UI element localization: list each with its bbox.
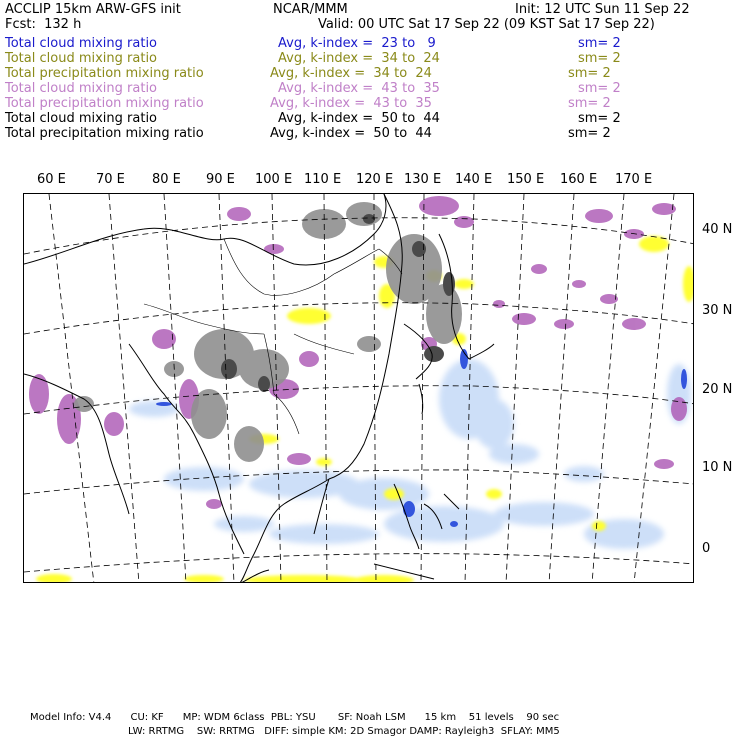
lon-label-140e: 140 E bbox=[455, 172, 493, 187]
lon-label-120e: 120 E bbox=[356, 172, 394, 187]
valid-time: Valid: 00 UTC Sat 17 Sep 22 (09 KST Sat 17 Sep 22) bbox=[318, 17, 655, 32]
lat-label-10n: 10 N bbox=[702, 460, 733, 475]
field-name-1: Total cloud mixing ratio bbox=[5, 36, 158, 51]
lon-label-80e: 80 E bbox=[152, 172, 181, 187]
forecast-hour: Fcst: 132 h bbox=[5, 17, 82, 32]
model-info-line2: LW: RRTMG SW: RRTMG DIFF: simple KM: 2D Smagor DAMP: Rayleigh3 SFLAY: MM5 bbox=[128, 726, 560, 737]
field-avg-1: Avg, k-index = 23 to 9 bbox=[278, 36, 436, 51]
model-title: ACCLIP 15km ARW-GFS init bbox=[5, 2, 181, 17]
field-sm-2: sm= 2 bbox=[578, 51, 621, 66]
lon-label-90e: 90 E bbox=[206, 172, 235, 187]
field-name-7: Total precipitation mixing ratio bbox=[5, 126, 204, 141]
field-name-3: Total precipitation mixing ratio bbox=[5, 66, 204, 81]
field-sm-5: sm= 2 bbox=[568, 96, 611, 111]
org-label: NCAR/MMM bbox=[273, 2, 348, 17]
lon-label-150e: 150 E bbox=[507, 172, 545, 187]
map-canvas bbox=[24, 194, 694, 583]
lat-label-0: 0 bbox=[702, 541, 711, 556]
field-sm-7: sm= 2 bbox=[568, 126, 611, 141]
purple-cloud-field bbox=[29, 196, 687, 509]
field-name-5: Total precipitation mixing ratio bbox=[5, 96, 204, 111]
weather-map bbox=[23, 193, 694, 583]
field-name-2: Total cloud mixing ratio bbox=[5, 51, 158, 66]
lon-label-100e: 100 E bbox=[255, 172, 293, 187]
model-info-line1: Model Info: V4.4 CU: KF MP: WDM 6class PBL: YSU SF: Noah LSM 15 km 51 levels 90 sec bbox=[30, 712, 560, 723]
lon-label-60e: 60 E bbox=[37, 172, 66, 187]
lat-label-40n: 40 N bbox=[702, 222, 733, 237]
lat-label-20n: 20 N bbox=[702, 382, 733, 397]
lon-label-110e: 110 E bbox=[304, 172, 342, 187]
field-avg-4: Avg, k-index = 43 to 35 bbox=[278, 81, 440, 96]
field-sm-1: sm= 2 bbox=[578, 36, 621, 51]
field-avg-6: Avg, k-index = 50 to 44 bbox=[278, 111, 440, 126]
field-avg-2: Avg, k-index = 34 to 24 bbox=[278, 51, 440, 66]
init-time: Init: 12 UTC Sun 11 Sep 22 bbox=[515, 2, 690, 17]
lon-label-130e: 130 E bbox=[404, 172, 442, 187]
field-sm-4: sm= 2 bbox=[578, 81, 621, 96]
field-name-6: Total cloud mixing ratio bbox=[5, 111, 158, 126]
field-sm-3: sm= 2 bbox=[568, 66, 611, 81]
lat-label-30n: 30 N bbox=[702, 303, 733, 318]
gray-cloud-field bbox=[74, 202, 462, 462]
field-avg-7: Avg, k-index = 50 to 44 bbox=[270, 126, 432, 141]
field-sm-6: sm= 2 bbox=[578, 111, 621, 126]
lon-label-160e: 160 E bbox=[560, 172, 598, 187]
light-blue-field bbox=[129, 359, 691, 549]
field-avg-5: Avg, k-index = 43 to 35 bbox=[270, 96, 432, 111]
field-name-4: Total cloud mixing ratio bbox=[5, 81, 158, 96]
lon-label-170e: 170 E bbox=[615, 172, 653, 187]
field-avg-3: Avg, k-index = 34 to 24 bbox=[270, 66, 432, 81]
lon-label-70e: 70 E bbox=[96, 172, 125, 187]
